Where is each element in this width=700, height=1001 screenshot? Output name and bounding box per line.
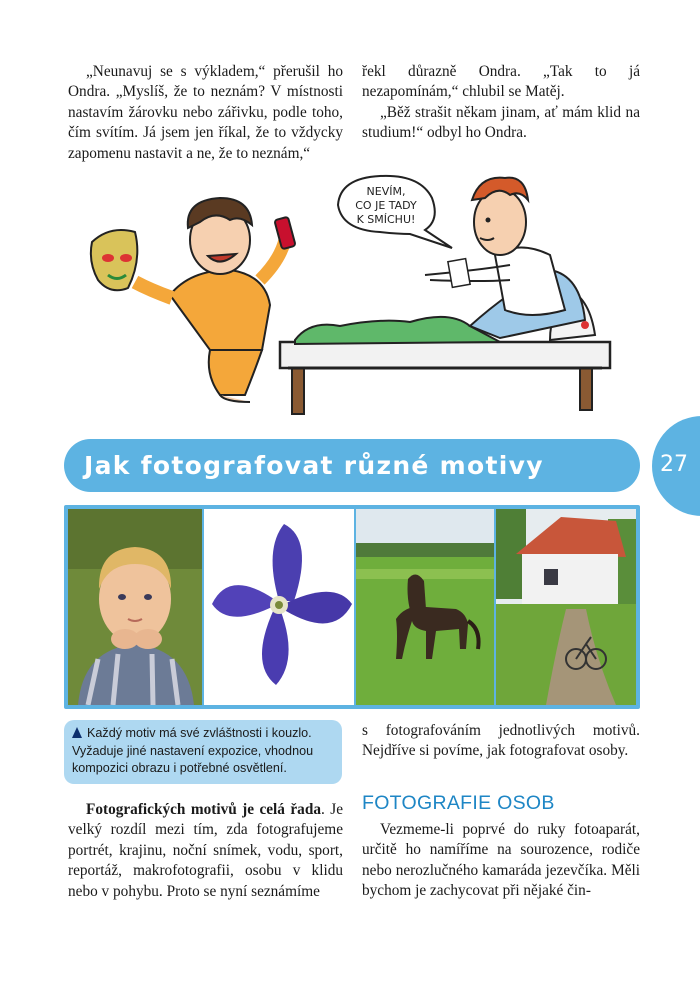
- photo-country-house: [496, 509, 636, 705]
- paragraph-text: . Je velký rozdíl mezi tím, zda fotografujeme portrét, krajinu, noční snímek, vodu, sport, reportáž, makrofotografii, osobu v klidu nebo v pohybu. Proto se nyní seznámíme: [68, 801, 343, 900]
- text-column-top-left: [68, 62, 343, 164]
- subsection-title: FOTOGRAFIE OSOB: [362, 792, 555, 814]
- paragraph: řekl důrazně Ondra. „Tak to já nezapomínám,“ chlubil se Matěj.: [362, 63, 640, 101]
- paragraph: „Neunavuj se s výkladem,“ přerušil ho Ondra. „Myslíš, že to neznám? V místnosti nastavím žárovku nebo zářivku, podle toho, čím svítím. Já jsem jen říkal, že to vždycky zapomenu nastavit a ne, že to neznám,“: [68, 63, 343, 162]
- cartoon-illustration: [80, 170, 620, 420]
- paragraph: [68, 800, 343, 902]
- laughing-boy-drawing: [91, 198, 296, 402]
- caption-text: Každý motiv má své zvláštnosti i kouzlo. Vyžaduje jiné nastavení expozice, vhodnou kompozici obrazu i potřebné osvětlení.: [72, 726, 314, 776]
- text-column-top-right: [362, 62, 640, 144]
- photo-horse-meadow: [356, 509, 494, 705]
- triangle-up-icon: [72, 727, 82, 738]
- photo-caption: [72, 725, 340, 778]
- paragraph: Vezmeme-li poprvé do ruky fotoaparát, určitě ho namíříme na sourozence, rodiče nebo nerozlučného kamaráda jezevčíka. Měli bychom je zachycovat při nějaké čin-: [362, 821, 640, 900]
- photo-boy-portrait: [68, 509, 202, 705]
- speech-line-2: CO JE TADY: [355, 199, 417, 212]
- speech-line-1: NEVÍM,: [366, 185, 406, 198]
- paragraph: „Běž strašit někam jinam, ať mám klid na studium!“ odbyl ho Ondra.: [362, 103, 640, 142]
- lead-phrase: Fotografických motivů je celá řada: [86, 801, 321, 818]
- paragraph: s fotografováním jednotlivých motivů. Nejdříve si povíme, jak fotografovat osoby.: [362, 722, 640, 760]
- photo-strip: [64, 505, 640, 709]
- page-number: 27: [660, 452, 688, 477]
- photo-blue-flower: [204, 509, 354, 705]
- text-column-bottom-left: [68, 800, 343, 902]
- reading-boy-drawing: [425, 178, 585, 338]
- speech-line-3: K SMÍCHU!: [356, 213, 416, 226]
- text-column-bottom-right-top: [362, 721, 640, 762]
- text-column-bottom-right: [362, 820, 640, 902]
- speech-bubble: [338, 176, 452, 248]
- section-title: Jak fotografovat různé motivy: [84, 451, 544, 480]
